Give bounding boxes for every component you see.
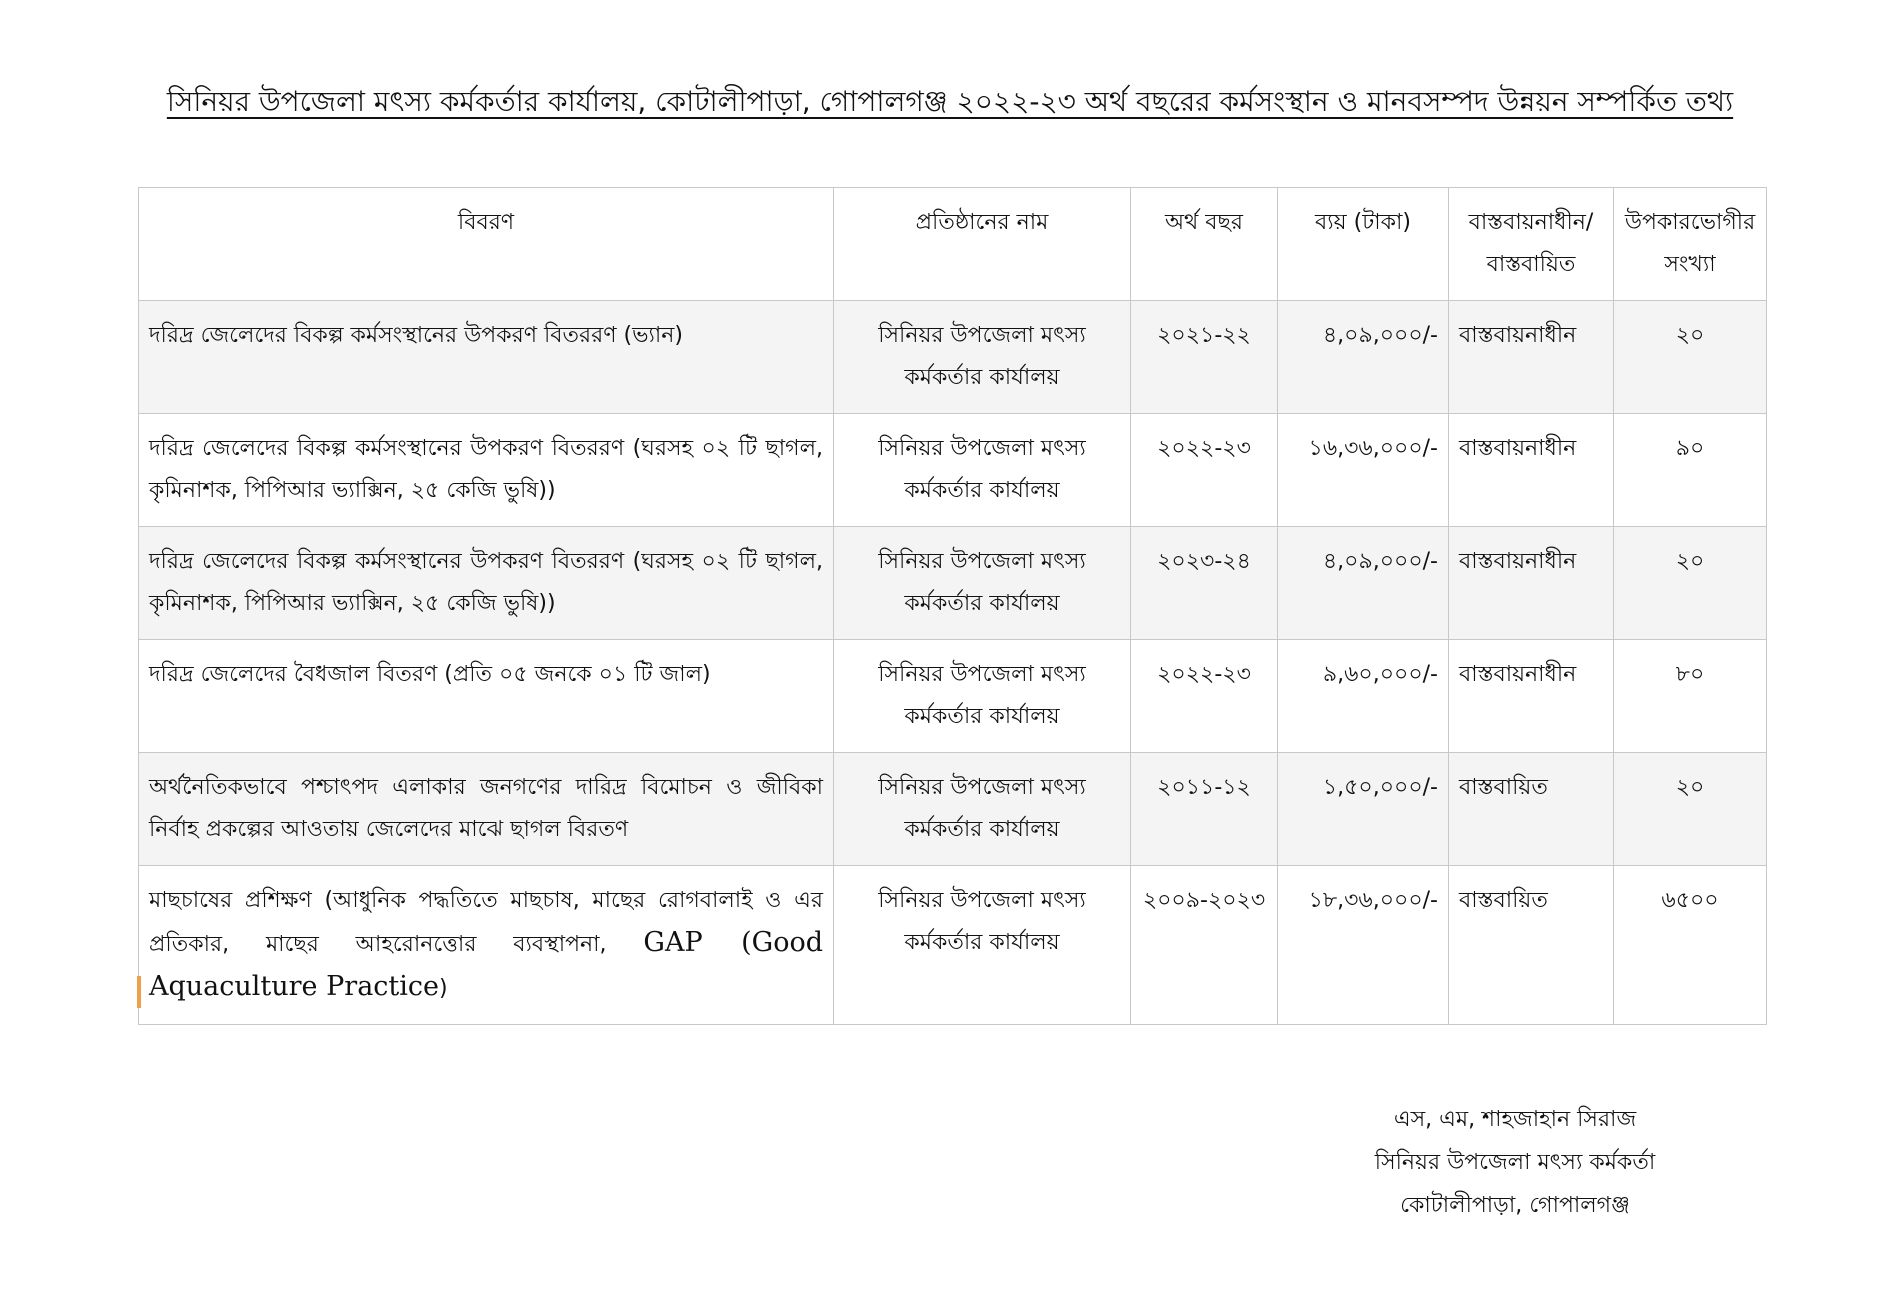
cell-fiscal-year: ২০২১-২২ xyxy=(1131,301,1278,414)
signatory-name: এস, এম, শাহজাহান সিরাজ xyxy=(1393,1107,1637,1132)
cell-beneficiaries: ৬৫০০ xyxy=(1614,866,1767,1025)
cell-description: দরিদ্র জেলেদের বিকল্প কর্মসংস্থানের উপকরণ বিতররণ (ভ্যান) xyxy=(139,301,834,414)
cell-organization: সিনিয়র উপজেলা মৎস্য কর্মকর্তার কার্যালয় xyxy=(834,414,1131,527)
cell-description xyxy=(139,866,834,1025)
cell-fiscal-year: ২০১১-১২ xyxy=(1131,753,1278,866)
cell-organization: সিনিয়র উপজেলা মৎস্য কর্মকর্তার কার্যালয় xyxy=(834,866,1131,1025)
header-organization: প্রতিষ্ঠানের নাম xyxy=(834,188,1131,301)
signatory-designation: সিনিয়র উপজেলা মৎস্য কর্মকর্তা xyxy=(1374,1150,1656,1175)
cell-status: বাস্তবায়নাধীন xyxy=(1449,527,1614,640)
cell-description: অর্থনৈতিকভাবে পশ্চাৎপদ এলাকার জনগণের দারিদ্র বিমোচন ও জীবিকা নির্বাহ প্রকল্পের আওতায় জেলেদের মাঝে ছাগল বিরতণ xyxy=(139,753,834,866)
header-row xyxy=(139,188,1767,301)
cell-status: বাস্তবায়নাধীন xyxy=(1449,640,1614,753)
page-title: সিনিয়র উপজেলা মৎস্য কর্মকর্তার কার্যালয়, কোটালীপাড়া, গোপালগঞ্জ ২০২২-২৩ অর্থ বছরের কর্মসংস্থান ও মানবসম্পদ উন্নয়ন সম্পর্কিত তথ্য xyxy=(166,85,1734,118)
cell-fiscal-year: ২০০৯-২০২৩ xyxy=(1131,866,1278,1025)
info-table xyxy=(138,187,1767,1025)
cell-beneficiaries: ৮০ xyxy=(1614,640,1767,753)
description-end-text: ) xyxy=(439,976,448,1001)
header-cost: ব্যয় (টাকা) xyxy=(1278,188,1449,301)
table-row xyxy=(139,527,1767,640)
cell-beneficiaries: ২০ xyxy=(1614,753,1767,866)
table-row xyxy=(139,866,1767,1025)
description-latin-text: GAP (Good Aquaculture Practice xyxy=(149,927,823,1002)
cell-description: দরিদ্র জেলেদের বিকল্প কর্মসংস্থানের উপকরণ বিতররণ (ঘরসহ ০২ টি ছাগল, কৃমিনাশক, পিপিআর ভ্যাক্সিন, ২৫ কেজি ভুষি)) xyxy=(139,527,834,640)
cell-status: বাস্তবায়নাধীন xyxy=(1449,414,1614,527)
header-beneficiaries: উপকারভোগীর সংখ্যা xyxy=(1614,188,1767,301)
cell-cost: ১৬,৩৬,০০০/- xyxy=(1278,414,1449,527)
table-row xyxy=(139,414,1767,527)
cell-cost: ১৮,৩৬,০০০/- xyxy=(1278,866,1449,1025)
table-row xyxy=(139,753,1767,866)
description-text: মাছচাষের প্রশিক্ষণ (আধুনিক পদ্ধতিতে মাছচাষ, মাছের রোগবালাই ও এর প্রতিকার, মাছের আহরোনত্তোর ব্যবস্থাপনা, xyxy=(149,888,823,957)
table-row xyxy=(139,301,1767,414)
text-cursor-marker xyxy=(137,976,141,1008)
table-header xyxy=(139,188,1767,301)
cell-fiscal-year: ২০২২-২৩ xyxy=(1131,640,1278,753)
cell-description: দরিদ্র জেলেদের বৈধজাল বিতরণ (প্রতি ০৫ জনকে ০১ টি জাল) xyxy=(139,640,834,753)
cell-status: বাস্তবায়িত xyxy=(1449,866,1614,1025)
table-body xyxy=(139,301,1767,1025)
header-status: বাস্তবায়নাধীন/ বাস্তবায়িত xyxy=(1449,188,1614,301)
cell-organization: সিনিয়র উপজেলা মৎস্য কর্মকর্তার কার্যালয় xyxy=(834,527,1131,640)
cell-organization: সিনিয়র উপজেলা মৎস্য কর্মকর্তার কার্যালয় xyxy=(834,753,1131,866)
header-fiscal-year: অর্থ বছর xyxy=(1131,188,1278,301)
cell-beneficiaries: ৯০ xyxy=(1614,414,1767,527)
cell-cost: ৯,৬০,০০০/- xyxy=(1278,640,1449,753)
cell-fiscal-year: ২০২২-২৩ xyxy=(1131,414,1278,527)
cell-status: বাস্তবায়নাধীন xyxy=(1449,301,1614,414)
cell-organization: সিনিয়র উপজেলা মৎস্য কর্মকর্তার কার্যালয় xyxy=(834,640,1131,753)
header-description: বিবরণ xyxy=(139,188,834,301)
signatory-location: কোটালীপাড়া, গোপালগঞ্জ xyxy=(1400,1193,1630,1218)
signature-block xyxy=(1280,1098,1750,1227)
cell-organization: সিনিয়র উপজেলা মৎস্য কর্মকর্তার কার্যালয় xyxy=(834,301,1131,414)
cell-cost: ১,৫০,০০০/- xyxy=(1278,753,1449,866)
cell-beneficiaries: ২০ xyxy=(1614,301,1767,414)
cell-fiscal-year: ২০২৩-২৪ xyxy=(1131,527,1278,640)
cell-cost: ৪,০৯,০০০/- xyxy=(1278,527,1449,640)
cell-beneficiaries: ২০ xyxy=(1614,527,1767,640)
table-row xyxy=(139,640,1767,753)
cell-status: বাস্তবায়িত xyxy=(1449,753,1614,866)
cell-description: দরিদ্র জেলেদের বিকল্প কর্মসংস্থানের উপকরণ বিতররণ (ঘরসহ ০২ টি ছাগল, কৃমিনাশক, পিপিআর ভ্যাক্সিন, ২৫ কেজি ভুষি)) xyxy=(139,414,834,527)
cell-cost: ৪,০৯,০০০/- xyxy=(1278,301,1449,414)
